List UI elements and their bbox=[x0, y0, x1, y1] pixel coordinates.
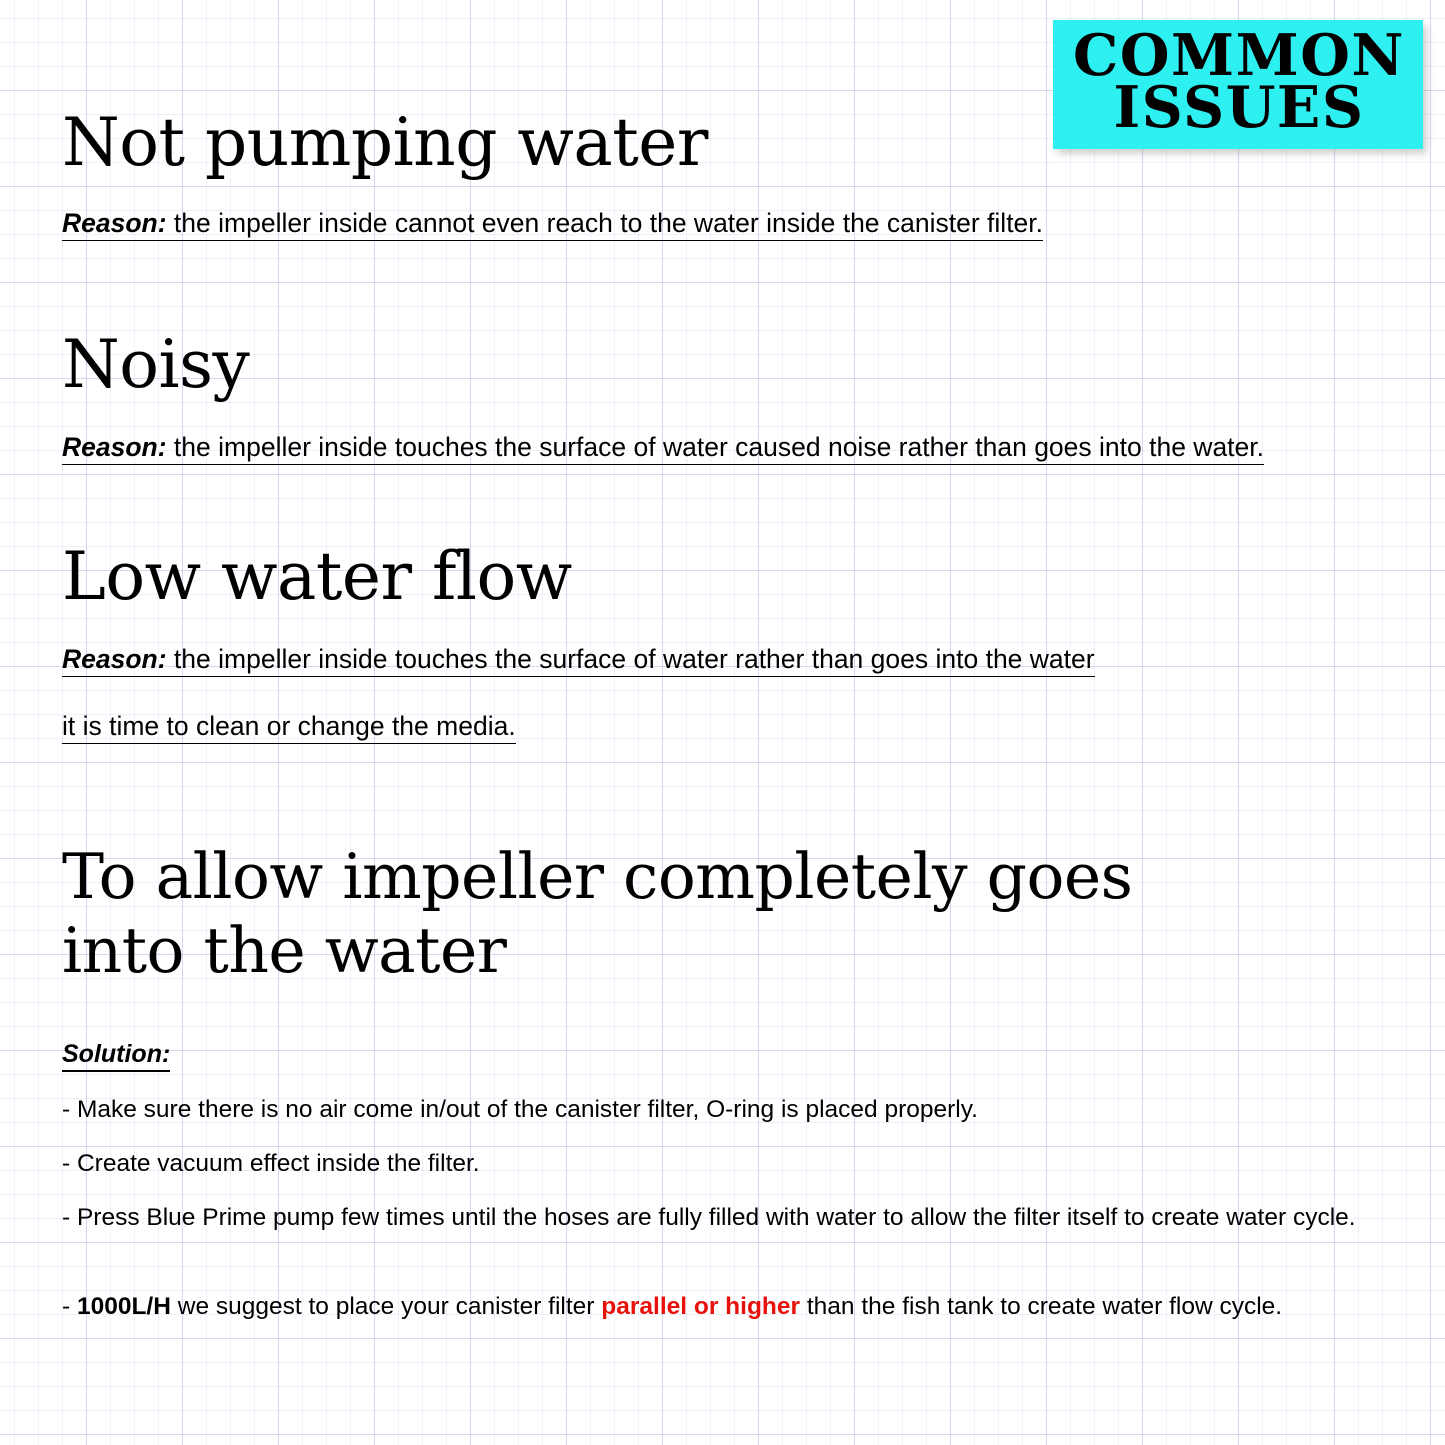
reason-row bbox=[62, 203, 1043, 244]
reason-line bbox=[62, 432, 1264, 465]
final-bullet-highlight: parallel or higher bbox=[601, 1293, 801, 1321]
badge-line-1: COMMON bbox=[1073, 22, 1405, 89]
reason-row-continued bbox=[62, 706, 1095, 747]
section-heading: Low water flow bbox=[62, 538, 572, 615]
section-allow-impeller bbox=[62, 840, 1182, 989]
section-heading: Not pumping water bbox=[62, 104, 708, 181]
badge-line-2: ISSUES bbox=[1113, 74, 1365, 142]
section-noisy bbox=[62, 326, 1264, 468]
final-bullet-suffix: than the fish tank to create water flow cycle. bbox=[800, 1293, 1283, 1321]
final-bullet-mid: we suggest to place your canister filter bbox=[170, 1293, 602, 1321]
reason-label: Reason: bbox=[62, 432, 167, 462]
section-low-water-flow bbox=[62, 538, 1095, 747]
solution-bullet: - Press Blue Prime pump few times until the hoses are fully filled with water to allow the filter itself to create water cycle. bbox=[62, 1204, 1356, 1232]
reason-row bbox=[62, 639, 1095, 680]
reason-text: the impeller inside cannot even reach to the water inside the canister filter. bbox=[166, 208, 1044, 238]
reason-line bbox=[62, 644, 1095, 677]
section-not-pumping-water bbox=[62, 104, 1043, 244]
reason-text: the impeller inside touches the surface of water rather than goes into the water bbox=[166, 644, 1095, 674]
reason-line-2: it is time to clean or change the media. bbox=[62, 711, 516, 744]
solution-bullet: - Create vacuum effect inside the filter. bbox=[62, 1150, 480, 1178]
reason-row bbox=[62, 427, 1264, 468]
solution-label-row bbox=[62, 1040, 1392, 1072]
solution-bullet-final bbox=[62, 1290, 1392, 1323]
reason-line bbox=[62, 208, 1043, 241]
solution-bullet: - Make sure there is no air come in/out of the canister filter, O-ring is placed properly. bbox=[62, 1096, 978, 1123]
final-bullet-spec: 1000L/H bbox=[76, 1293, 171, 1321]
reason-text: the impeller inside touches the surface of water caused noise rather than goes into the water. bbox=[166, 432, 1265, 462]
section-heading: Noisy bbox=[62, 326, 250, 403]
reason-label: Reason: bbox=[62, 644, 167, 674]
solution-label: Solution: bbox=[62, 1040, 170, 1072]
common-issues-badge bbox=[1053, 20, 1423, 149]
section-solution bbox=[62, 1040, 1392, 1323]
solution-heading: To allow impeller completely goes into the water bbox=[62, 840, 1133, 988]
final-bullet-prefix: - bbox=[62, 1293, 77, 1321]
reason-label: Reason: bbox=[62, 208, 167, 238]
